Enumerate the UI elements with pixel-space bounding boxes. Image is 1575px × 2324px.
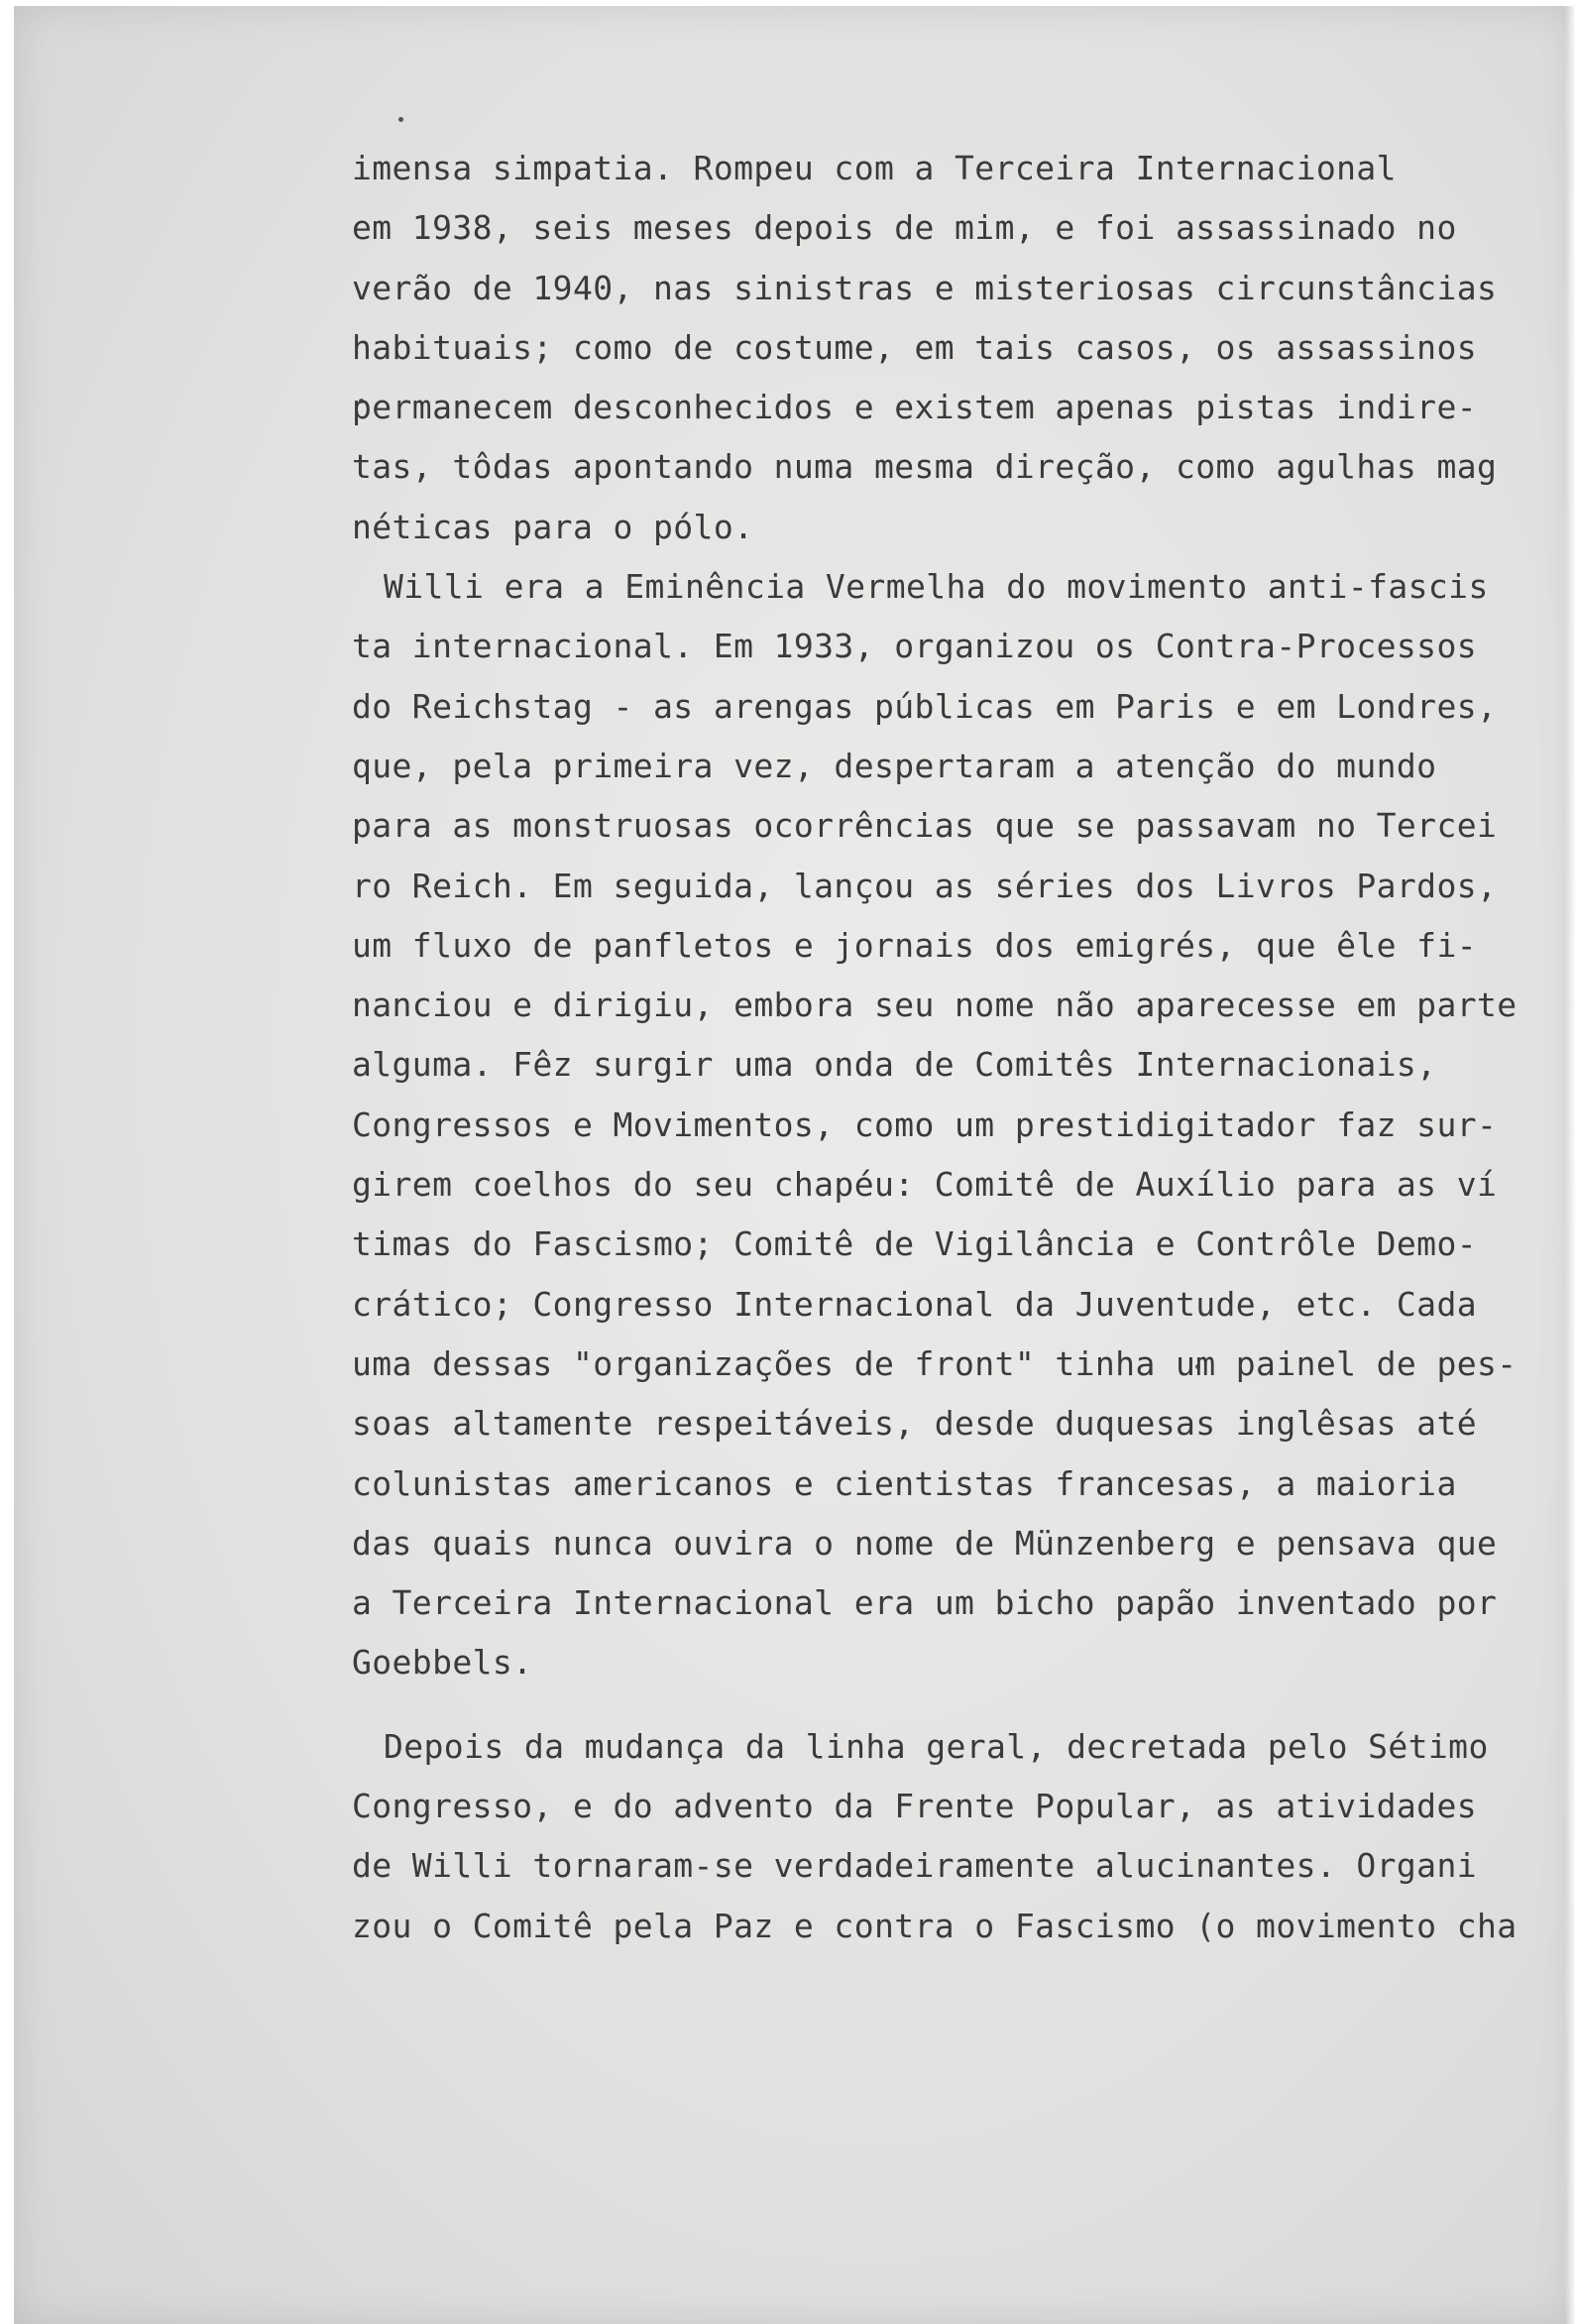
text-line: Willi era a Eminência Vermelha do movimento anti-fascis bbox=[384, 567, 1489, 607]
typewritten-text bbox=[352, 139, 1518, 1956]
text-line: de Willi tornaram-se verdadeiramente alucinantes. Organi bbox=[352, 1846, 1477, 1886]
paragraph-1 bbox=[352, 139, 1502, 557]
text-line: uma dessas "organizações de front" tinha um painel de pes- bbox=[352, 1343, 1518, 1383]
text-line: tas, tôdas apontando numa mesma direção, como agulhas mag bbox=[352, 447, 1498, 487]
text-line: Goebbels. bbox=[352, 1643, 533, 1683]
text-line: ro Reich. Em seguida, lançou as séries dos Livros Pardos, bbox=[352, 866, 1498, 905]
text-line: alguma. Fêz surgir uma onda de Comitês Internacionais, bbox=[352, 1045, 1437, 1085]
text-line: néticas para o pólo. bbox=[352, 507, 754, 546]
text-line: girem coelhos do seu chapéu: Comitê de Auxílio para as ví bbox=[352, 1165, 1498, 1205]
text-line: nanciou e dirigiu, embora seu nome não aparecesse em parte bbox=[352, 986, 1518, 1025]
text-line: para as monstruosas ocorrências que se passavam no Tercei bbox=[352, 806, 1498, 846]
paragraph-3 bbox=[352, 1717, 1518, 1956]
text-line: zou o Comitê pela Paz e contra o Fascismo (o movimento cha bbox=[352, 1906, 1518, 1945]
text-line: em 1938, seis meses depois de mim, e foi assassinado no bbox=[352, 208, 1457, 248]
text-line: do Reichstag - as arengas públicas em Paris e em Londres, bbox=[352, 686, 1498, 726]
text-line: timas do Fascismo; Comitê de Vigilância e Contrôle Demo- bbox=[352, 1224, 1477, 1264]
text-line: verão de 1940, nas sinistras e misteriosas circunstâncias bbox=[352, 268, 1498, 307]
scan-edge bbox=[1565, 6, 1575, 2324]
text-line: ta internacional. Em 1933, organizou os Contra-Processos bbox=[352, 627, 1477, 666]
text-line: Congressos e Movimentos, como um prestidigitador faz sur- bbox=[352, 1104, 1498, 1144]
text-line: um fluxo de panfletos e jornais dos emigrés, que êle fi- bbox=[352, 925, 1477, 965]
text-line: habituais; como de costume, em tais casos, os assassinos bbox=[352, 327, 1477, 367]
text-line: crático; Congresso Internacional da Juventude, etc. Cada bbox=[352, 1284, 1477, 1324]
text-line: Congresso, e do advento da Frente Popular, as atividades bbox=[352, 1787, 1477, 1826]
ink-speck bbox=[398, 117, 403, 122]
text-line: que, pela primeira vez, despertaram a atenção do mundo bbox=[352, 746, 1437, 785]
text-line: colunistas americanos e cientistas francesas, a maioria bbox=[352, 1463, 1457, 1503]
text-line: soas altamente respeitáveis, desde duquesas inglêsas até bbox=[352, 1404, 1477, 1444]
text-line: permanecem desconhecidos e existem apenas pistas indire- bbox=[352, 388, 1477, 427]
text-line: imensa simpatia. Rompeu com a Terceira Internacional bbox=[352, 149, 1397, 187]
text-line: Depois da mudança da linha geral, decretada pelo Sétimo bbox=[384, 1726, 1489, 1766]
text-line: a Terceira Internacional era um bicho papão inventado por bbox=[352, 1583, 1498, 1623]
text-line: das quais nunca ouvira o nome de Münzenberg e pensava que bbox=[352, 1523, 1498, 1563]
paragraph-2 bbox=[352, 557, 1518, 1693]
